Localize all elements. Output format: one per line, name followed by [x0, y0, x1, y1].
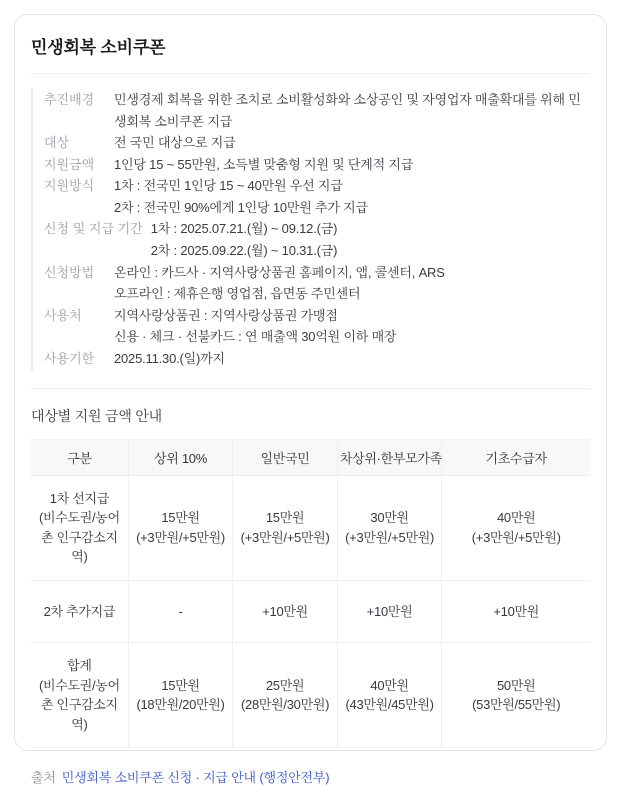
table-cell: [337, 475, 442, 580]
info-label: 지원금액: [44, 156, 95, 172]
info-value-line: 온라인 : 카드사 · 지역사랑상품권 홈페이지, 앱, 콜센터, ARS: [114, 264, 445, 280]
info-row: [44, 175, 590, 218]
info-row: [44, 89, 590, 132]
table-cell: [31, 580, 128, 643]
table-cell-line: -: [178, 603, 183, 619]
table-row: [31, 475, 590, 580]
table-cell-line: 15만원: [265, 510, 305, 526]
table-cell: [233, 580, 338, 643]
info-row: [44, 262, 590, 305]
info-label: 신청 및 지급 기간: [44, 221, 143, 237]
table-cell-line: 합계: [67, 658, 92, 674]
info-label: 사용처: [44, 307, 82, 323]
table-cell-line: (비수도권/농어촌 인구감소지역): [38, 677, 120, 732]
info-value-line: 오프라인 : 제휴은행 영업점, 읍면동 주민센터: [114, 286, 361, 302]
support-table: [31, 439, 590, 749]
table-header-cell: 상위 10%: [128, 439, 233, 475]
section-divider: [31, 388, 590, 389]
info-row: [44, 348, 590, 370]
table-cell-line: (28만원/30만원): [241, 697, 330, 713]
section-heading: 대상별 지원 금액 안내: [31, 407, 162, 424]
info-value-line: 전 국민 대상으로 지급: [114, 135, 236, 151]
info-label: 사용기한: [44, 350, 95, 366]
info-value: [114, 175, 368, 218]
source-line: [31, 767, 590, 786]
table-cell-line: +10만원: [262, 603, 308, 619]
table-header-cell: 기초수급자: [442, 439, 590, 475]
table-cell-line: 50만원: [496, 677, 536, 693]
table-header-cell: 일반국민: [233, 439, 338, 475]
info-value-line: 2025.11.30.(일)까지: [114, 350, 225, 366]
table-body: [31, 475, 590, 748]
info-label: 추진배경: [44, 92, 95, 107]
source-link[interactable]: 민생회복 소비쿠폰 신청 · 지급 안내 (행정안전부): [61, 770, 330, 786]
table-header-cell: 구분: [31, 439, 128, 475]
table-cell: [31, 475, 128, 580]
table-cell-line: 15만원: [161, 677, 200, 693]
table-cell-line: 1차 선지급: [49, 490, 110, 506]
info-value-line: 1인당 15 ~ 55만원, 소득별 맞춤형 지원 및 단계적 지급: [114, 156, 414, 172]
table-cell-line: 2차 추가지급: [43, 603, 116, 619]
info-value: [114, 262, 445, 305]
table-cell: [233, 643, 338, 748]
info-value-line: 2차 : 전국민 90%에게 1인당 10만원 추가 지급: [114, 199, 368, 215]
info-label: 신청방법: [44, 264, 95, 280]
table-cell-line: (53만원/55만원): [472, 697, 561, 713]
table-cell-line: (비수도권/농어촌 인구감소지역): [38, 510, 120, 565]
table-cell-line: +10만원: [493, 603, 540, 619]
table-row: [31, 580, 590, 643]
table-cell-line: 15만원: [161, 510, 200, 526]
table-cell-line: (18만원/20만원): [136, 697, 225, 713]
info-value: [114, 154, 413, 176]
table-cell: [442, 643, 590, 748]
table-cell: [233, 475, 338, 580]
table-cell: [128, 580, 233, 643]
info-row: [44, 154, 590, 176]
table-row: [31, 643, 590, 748]
source-label: 출처: [31, 770, 56, 786]
info-value: [114, 348, 225, 370]
table-cell: [31, 643, 128, 748]
info-label: 지원방식: [44, 178, 95, 194]
table-cell: [128, 475, 233, 580]
info-value-line: 민생경제 회복을 위한 조치로 소비활성화와 소상공인 및 자영업자 매출확대를 위해 민생회복 소비쿠폰 지급: [114, 92, 581, 129]
table-cell-line: (+3만원/+5만원): [471, 529, 561, 545]
info-value-line: 2차 : 2025.09.22.(월) ~ 10.31.(금): [150, 243, 338, 259]
title-divider: [31, 73, 590, 74]
table-cell-line: 40만원: [496, 510, 536, 526]
info-value-line: 지역사랑상품권 : 지역사랑상품권 가맹점: [114, 307, 338, 323]
table-cell: [442, 580, 590, 643]
table-header-cell: 차상위·한부모가족: [337, 439, 442, 475]
table-cell-line: 30만원: [370, 510, 409, 526]
table-cell: [442, 475, 590, 580]
table-cell-line: 25만원: [265, 677, 305, 693]
table-cell: [337, 580, 442, 643]
info-value: [114, 132, 235, 154]
table-cell-line: 40만원: [370, 677, 409, 693]
info-row: [44, 305, 590, 348]
info-list: [31, 88, 590, 371]
info-value-line: 1차 : 2025.07.21.(월) ~ 09.12.(금): [150, 221, 338, 237]
table-header-row: [31, 439, 590, 475]
info-value: [114, 89, 590, 132]
info-value-line: 신용 · 체크 · 선불카드 : 연 매출액 30억원 이하 매장: [114, 329, 397, 345]
info-value-line: 1차 : 전국민 1인당 15 ~ 40만원 우선 지급: [114, 178, 343, 194]
table-cell: [128, 643, 233, 748]
table-cell: [337, 643, 442, 748]
info-value: [151, 218, 338, 261]
table-cell-line: (+3만원/+5만원): [136, 529, 225, 545]
info-row: [44, 132, 590, 154]
info-card: [14, 14, 607, 786]
table-cell-line: +10만원: [366, 603, 413, 619]
info-row: [44, 218, 590, 261]
page-title: 민생회복 소비쿠폰: [31, 38, 166, 57]
table-cell-line: (43만원/45만원): [345, 697, 434, 713]
table-cell-line: (+3만원/+5만원): [345, 529, 435, 545]
info-label: 대상: [44, 135, 70, 151]
table-cell-line: (+3만원/+5만원): [240, 529, 330, 545]
info-value: [114, 305, 396, 348]
